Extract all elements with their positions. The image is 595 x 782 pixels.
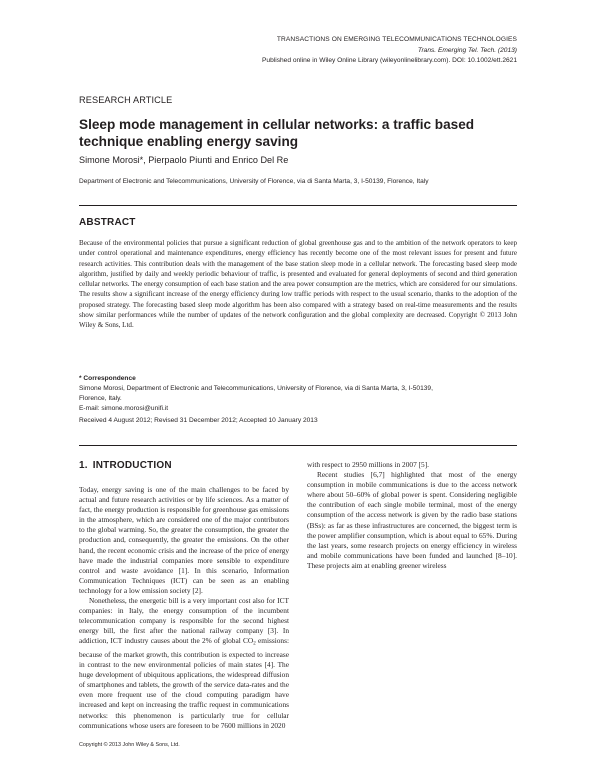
body-column-left <box>79 460 289 731</box>
correspondence-city: Florence, Italy. <box>79 395 122 402</box>
body-column-right <box>307 460 517 571</box>
paragraph-continued: with respect to 2950 millions in 2007 [5]. <box>307 460 429 469</box>
abstract-text: Because of the environmental policies that pursue a significant reduction of global greenhouse gas and to the ambition of the network operators to keep under control operational and maintenance expenditures, energy efficiency has recently become one of the most relevant issues for present and future research activities. This contribution deals with the management of the base station sleep mode in a cellular network. The forecasting based sleep mode algorithm, justified by daily and weekly periodic behaviour of traffic, is presented and evaluated for general deployments of second and third generation cellular networks. The energy consumption of each base station and the area power consumption are the metrics, which are considered for our simulations. The results show a significant increase of the energy efficiency during low traffic periods with respect to the usual scenario, thanks to the adoption of the proposed strategy. The forecasting based sleep mode algorithm has been also compared with a strategy based on real-time measurements and the results show similar performances while the number of updates of the network configuration and the global complexity are decreased. Copyright © 2013 John Wiley & Sons, Ltd. <box>79 239 517 330</box>
section-number: 1. <box>79 460 88 471</box>
paragraph: Recent studies [6,7] highlighted that most of the energy consumption in mobile communications is due to the access network where about 50–60% of global power is spent. Considering negligible the contribution of each single mobile terminal, most of the energy consumption of the access network is given by the radio base stations (BSs): as far as these infrastructures are concerned, the biggest term is the power amplifier consumption, which is about equal to 65%. During the last years, some research projects on energy efficiency in wireless and mobile communications have been funded and launched [8–10]. These projects aim at enabling greener wireless <box>307 470 517 570</box>
paragraph: Today, energy saving is one of the main challenges to be faced by actual and future research activities or by life sciences. As a matter of fact, the energy production is responsible for greenhouse gas emissions in the atmosphere, which are considered one of the major contributors to the global warming. So, the greater the consumption, the greater the production and, consequently, the greater the emissions. On the other hand, the recent economic crisis and the increase of the price of energy have made the industrial companies more sensible to expenditure control and waste avoidance [1]. In this scenario, Information Communication Techniques (ICT) can be seen as an enabling technology for a low emission society [2]. <box>79 485 289 595</box>
divider <box>79 205 517 206</box>
journal-name: TRANSACTIONS ON EMERGING TELECOMMUNICATIONS TECHNOLOGIES <box>276 36 517 43</box>
section-title: INTRODUCTION <box>92 460 172 471</box>
received-dates: Received 4 August 2012; Revised 31 December 2012; Accepted 10 January 2013 <box>79 417 318 424</box>
running-header <box>262 35 517 67</box>
doi-line: Published online in Wiley Online Library (wileyonlinelibrary.com). DOI: 10.1002/ett.2621 <box>262 57 517 65</box>
affiliation: Department of Electronic and Telecommunications, University of Florence, via di Santa Marta, 3, I-50139, Florence, Italy <box>79 178 429 185</box>
abstract-heading: ABSTRACT <box>79 217 136 228</box>
paper-title: Sleep mode management in cellular networks: a traffic based technique enabling energy saving <box>79 117 475 149</box>
paragraph-text: Nonetheless, the energetic bill is a very important cost also for ICT companies: in Italy, the energy consumption of the incumbent telecommunication company is responsible for the second highest energy bill, the first after the national railway company [3]. In addiction, ICT industry causes about the 2% of global CO <box>79 596 289 646</box>
divider <box>79 445 517 446</box>
journal-citation: Trans. Emerging Tel. Tech. (2013) <box>417 46 517 54</box>
correspondence-heading: * Correspondence <box>79 375 136 382</box>
author-list: Simone Morosi*, Pierpaolo Piunti and Enrico Del Re <box>79 155 289 165</box>
paragraph-text: emissions: because of the market growth, this contribution is expected to increase in contrast to the new environmental policies of main states [4]. The huge development of ubiquitous applications, the widespread diffusion of smartphones and tablets, the growth of the service data-rates and the even more frequent use of the cloud computing paradigm have increased and kept on increasing the traffic request in communications networks: this phenomenon is particularly true for cellular communications whose users are foreseen to be 7600 millions in 2020 <box>79 636 289 730</box>
article-type: RESEARCH ARTICLE <box>79 95 173 105</box>
correspondence-block <box>79 374 517 414</box>
section-heading <box>79 460 289 472</box>
copyright-footer: Copyright © 2013 John Wiley & Sons, Ltd. <box>79 742 180 748</box>
subscript: 2 <box>253 641 256 647</box>
paragraph <box>79 596 289 731</box>
correspondence-email: E-mail: simone.morosi@unifi.it <box>79 405 169 412</box>
correspondence-address: Simone Morosi, Department of Electronic and Telecommunications, University of Florence, via di Santa Marta, 3, I-50139, <box>79 385 433 392</box>
